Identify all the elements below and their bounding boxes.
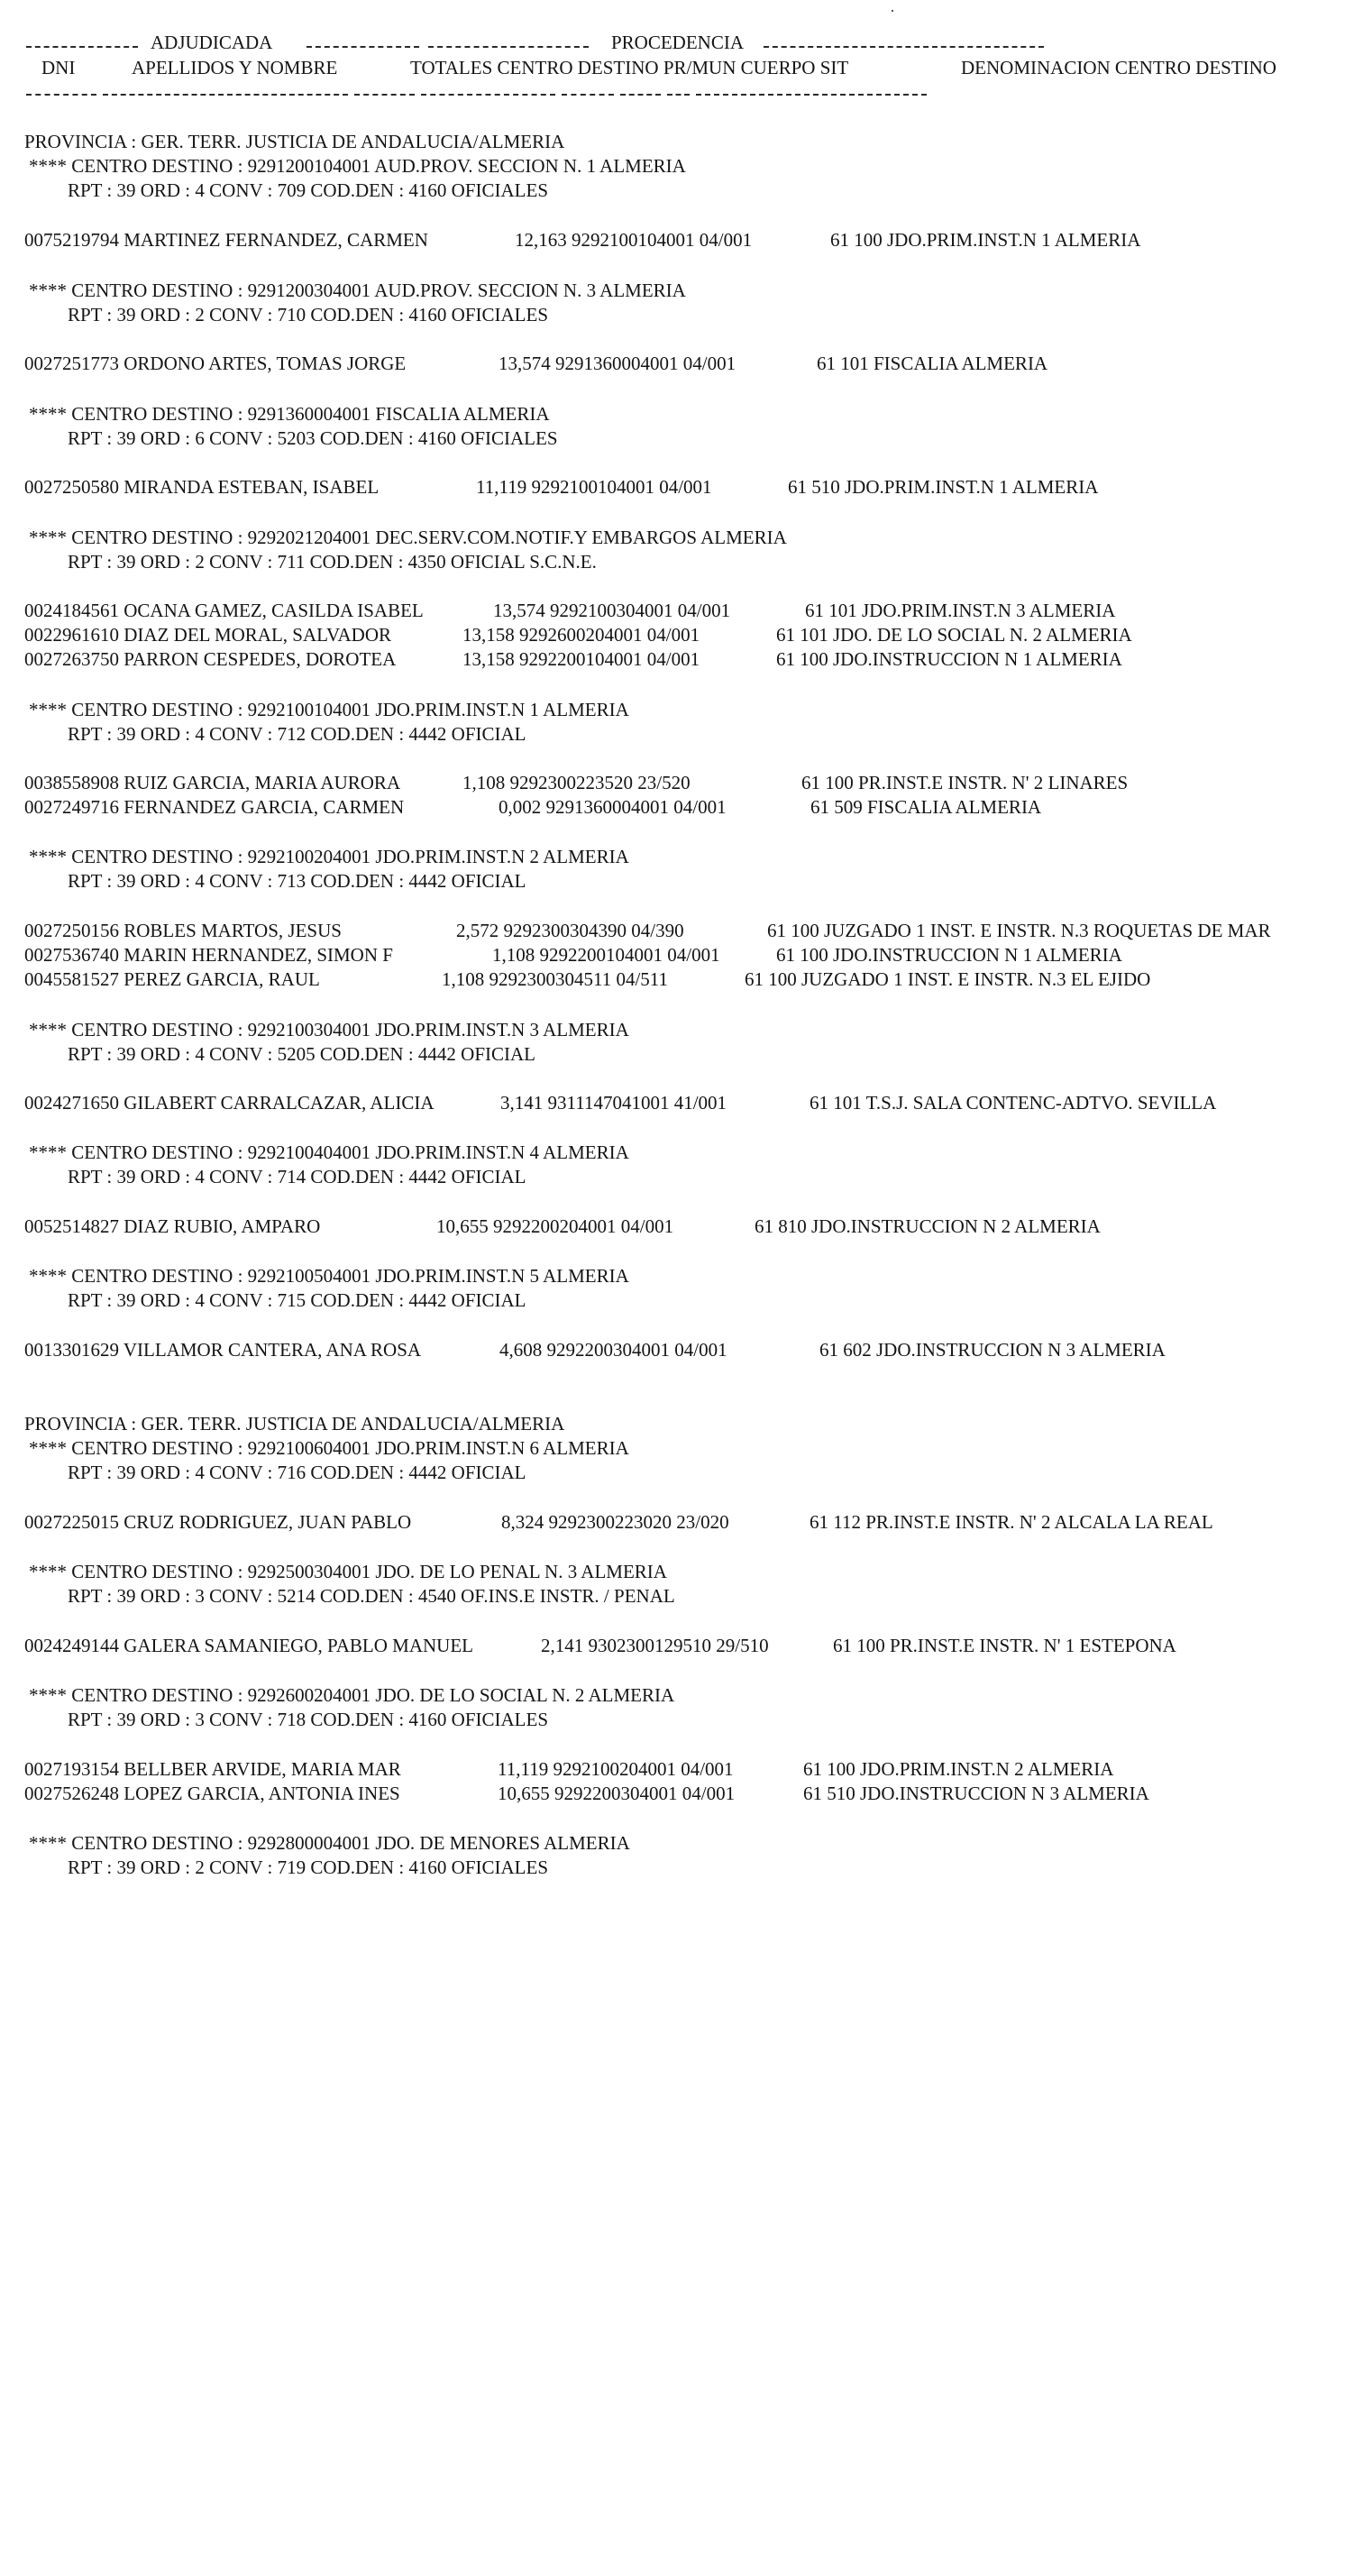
row-datos: 2,141 9302300129510 29/510 [541,1635,769,1656]
centro-destino-heading: **** CENTRO DESTINO : 9292100304001 JDO.PRIM.INST.N 3 ALMERIA [29,1019,629,1040]
row-sit-denominacion: 61 810 JDO.INSTRUCCION N 2 ALMERIA [755,1215,1101,1237]
rpt-line: RPT : 39 ORD : 4 CONV : 5205 COD.DEN : 4442 OFICIAL [68,1043,536,1065]
row-dni-nombre: 0045581527 PEREZ GARCIA, RAUL [24,968,320,990]
centro-destino-heading: **** CENTRO DESTINO : 9292800004001 JDO. DE MENORES ALMERIA [29,1832,630,1854]
row-sit-denominacion: 61 510 JDO.PRIM.INST.N 1 ALMERIA [788,476,1099,498]
row-dni-nombre: 0027193154 BELLBER ARVIDE, MARIA MAR [24,1758,401,1780]
row-dni-nombre: 0075219794 MARTINEZ FERNANDEZ, CARMEN [24,229,428,251]
row-dni-nombre: 0027225015 CRUZ RODRIGUEZ, JUAN PABLO [24,1511,412,1533]
row-dni-nombre: 0038558908 RUIZ GARCIA, MARIA AURORA [24,772,401,793]
centro-destino-heading: **** CENTRO DESTINO : 9292100504001 JDO.PRIM.INST.N 5 ALMERIA [29,1265,629,1287]
provincia-heading: PROVINCIA : GER. TERR. JUSTICIA DE ANDALUCIA/ALMERIA [24,1413,565,1435]
row-sit-denominacion: 61 100 JUZGADO 1 INST. E INSTR. N.3 EL EJIDO [745,968,1151,990]
row-sit-denominacion: 61 100 JDO.PRIM.INST.N 1 ALMERIA [830,229,1141,251]
row-datos: 10,655 9292200204001 04/001 [436,1215,674,1237]
centro-destino-heading: **** CENTRO DESTINO : 9292100604001 JDO.PRIM.INST.N 6 ALMERIA [29,1437,629,1459]
rpt-line: RPT : 39 ORD : 4 CONV : 712 COD.DEN : 4442 OFICIAL [68,723,526,745]
header-rule-adjudicada-left [26,46,138,48]
rpt-line: RPT : 39 ORD : 2 CONV : 711 COD.DEN : 4350 OFICIAL S.C.N.E. [68,551,597,573]
underline-centro [421,94,555,96]
rpt-line: RPT : 39 ORD : 2 CONV : 710 COD.DEN : 4160 OFICIALES [68,304,549,325]
row-dni-nombre: 0027536740 MARIN HERNANDEZ, SIMON F [24,944,393,966]
row-datos: 4,608 9292200304001 04/001 [499,1339,727,1361]
row-datos: 2,572 9292300304390 04/390 [456,920,684,941]
rpt-line: RPT : 39 ORD : 4 CONV : 714 COD.DEN : 4442 OFICIAL [68,1166,526,1187]
row-dni-nombre: 0027263750 PARRON CESPEDES, DOROTEA [24,648,397,670]
row-sit-denominacion: 61 510 JDO.INSTRUCCION N 3 ALMERIA [803,1783,1149,1804]
header-rule-adjudicada-right [306,46,419,48]
row-sit-denominacion: 61 101 FISCALIA ALMERIA [817,353,1048,374]
scan-speck [892,10,893,12]
row-datos: 8,324 9292300223020 23/020 [501,1511,729,1533]
row-sit-denominacion: 61 100 JDO.INSTRUCCION N 1 ALMERIA [776,944,1122,966]
underline-nombre [103,94,348,96]
centro-destino-heading: **** CENTRO DESTINO : 9292021204001 DEC.SERV.COM.NOTIF.Y EMBARGOS ALMERIA [29,527,787,548]
header-rule-procedencia-left [428,46,589,48]
row-dni-nombre: 0027249716 FERNANDEZ GARCIA, CARMEN [24,796,405,818]
header-procedencia: PROCEDENCIA [611,32,745,53]
row-datos: 12,163 9292100104001 04/001 [515,229,753,251]
centro-destino-heading: **** CENTRO DESTINO : 9291200104001 AUD.PROV. SECCION N. 1 ALMERIA [29,155,686,177]
row-dni-nombre: 0027251773 ORDONO ARTES, TOMAS JORGE [24,353,407,374]
row-sit-denominacion: 61 602 JDO.INSTRUCCION N 3 ALMERIA [819,1339,1166,1361]
column-header-denominacion: DENOMINACION CENTRO DESTINO [961,57,1276,78]
underline-totales [354,94,415,96]
row-datos: 13,158 9292600204001 04/001 [462,624,700,646]
row-datos: 11,119 9292100204001 04/001 [498,1758,734,1780]
row-sit-denominacion: 61 509 FISCALIA ALMERIA [810,796,1042,818]
rpt-line: RPT : 39 ORD : 4 CONV : 716 COD.DEN : 4442 OFICIAL [68,1462,526,1483]
rpt-line: RPT : 39 ORD : 6 CONV : 5203 COD.DEN : 4160 OFICIALES [68,427,558,449]
centro-destino-heading: **** CENTRO DESTINO : 9291200304001 AUD.PROV. SECCION N. 3 ALMERIA [29,280,686,301]
underline-denominacion [696,94,927,96]
rpt-line: RPT : 39 ORD : 4 CONV : 713 COD.DEN : 4442 OFICIAL [68,870,526,892]
underline-sit [667,94,690,96]
rpt-line: RPT : 39 ORD : 4 CONV : 709 COD.DEN : 4160 OFICIALES [68,179,549,201]
row-dni-nombre: 0013301629 VILLAMOR CANTERA, ANA ROSA [24,1339,422,1361]
row-datos: 1,108 9292200104001 04/001 [492,944,720,966]
row-sit-denominacion: 61 100 JUZGADO 1 INST. E INSTR. N.3 ROQUETAS DE MAR [767,920,1271,941]
row-datos: 10,655 9292200304001 04/001 [498,1783,736,1804]
row-dni-nombre: 0024271650 GILABERT CARRALCAZAR, ALICIA [24,1092,435,1114]
centro-destino-heading: **** CENTRO DESTINO : 9291360004001 FISCALIA ALMERIA [29,403,550,425]
row-sit-denominacion: 61 101 JDO.PRIM.INST.N 3 ALMERIA [805,600,1116,621]
row-sit-denominacion: 61 100 PR.INST.E INSTR. N' 2 LINARES [801,772,1129,793]
row-sit-denominacion: 61 101 JDO. DE LO SOCIAL N. 2 ALMERIA [776,624,1132,646]
row-datos: 13,574 9292100304001 04/001 [493,600,731,621]
row-dni-nombre: 0024249144 GALERA SAMANIEGO, PABLO MANUEL [24,1635,473,1656]
row-datos: 1,108 9292300223520 23/520 [462,772,691,793]
row-datos: 13,158 9292200104001 04/001 [462,648,700,670]
row-dni-nombre: 0027250580 MIRANDA ESTEBAN, ISABEL [24,476,380,498]
centro-destino-heading: **** CENTRO DESTINO : 9292100104001 JDO.PRIM.INST.N 1 ALMERIA [29,699,629,720]
header-rule-procedencia-right [764,46,1044,48]
rpt-line: RPT : 39 ORD : 3 CONV : 5214 COD.DEN : 4540 OF.INS.E INSTR. / PENAL [68,1585,675,1607]
centro-destino-heading: **** CENTRO DESTINO : 9292500304001 JDO. DE LO PENAL N. 3 ALMERIA [29,1561,667,1582]
centro-destino-heading: **** CENTRO DESTINO : 9292100404001 JDO.PRIM.INST.N 4 ALMERIA [29,1141,629,1163]
row-dni-nombre: 0052514827 DIAZ RUBIO, AMPARO [24,1215,321,1237]
row-dni-nombre: 0024184561 OCANA GAMEZ, CASILDA ISABEL [24,600,424,621]
rpt-line: RPT : 39 ORD : 2 CONV : 719 COD.DEN : 4160 OFICIALES [68,1856,549,1878]
row-sit-denominacion: 61 112 PR.INST.E INSTR. N' 2 ALCALA LA REAL [810,1511,1213,1533]
underline-cuerpo [620,94,661,96]
underline-pr-mun [562,94,614,96]
centro-destino-heading: **** CENTRO DESTINO : 9292600204001 JDO. DE LO SOCIAL N. 2 ALMERIA [29,1684,675,1706]
row-datos: 13,574 9291360004001 04/001 [499,353,736,374]
row-datos: 11,119 9292100104001 04/001 [476,476,712,498]
centro-destino-heading: **** CENTRO DESTINO : 9292100204001 JDO.PRIM.INST.N 2 ALMERIA [29,846,629,867]
row-datos: 1,108 9292300304511 04/511 [442,968,669,990]
row-datos: 0,002 9291360004001 04/001 [499,796,727,818]
column-header-nombre: APELLIDOS Y NOMBRE [132,57,338,78]
row-sit-denominacion: 61 100 PR.INST.E INSTR. N' 1 ESTEPONA [833,1635,1176,1656]
rpt-line: RPT : 39 ORD : 4 CONV : 715 COD.DEN : 4442 OFICIAL [68,1289,526,1311]
row-dni-nombre: 0022961610 DIAZ DEL MORAL, SALVADOR [24,624,391,646]
row-datos: 3,141 9311147041001 41/001 [500,1092,727,1114]
underline-dni [26,94,96,96]
row-dni-nombre: 0027250156 ROBLES MARTOS, JESUS [24,920,342,941]
column-header-dni: DNI [41,57,76,78]
rpt-line: RPT : 39 ORD : 3 CONV : 718 COD.DEN : 4160 OFICIALES [68,1709,549,1730]
row-sit-denominacion: 61 100 JDO.INSTRUCCION N 1 ALMERIA [776,648,1122,670]
row-dni-nombre: 0027526248 LOPEZ GARCIA, ANTONIA INES [24,1783,400,1804]
row-sit-denominacion: 61 100 JDO.PRIM.INST.N 2 ALMERIA [803,1758,1114,1780]
provincia-heading: PROVINCIA : GER. TERR. JUSTICIA DE ANDALUCIA/ALMERIA [24,131,565,152]
row-sit-denominacion: 61 101 T.S.J. SALA CONTENC-ADTVO. SEVILLA [810,1092,1217,1114]
column-header-totales-centro-cuerpo: TOTALES CENTRO DESTINO PR/MUN CUERPO SIT [410,57,849,78]
header-adjudicada: ADJUDICADA [151,32,273,53]
